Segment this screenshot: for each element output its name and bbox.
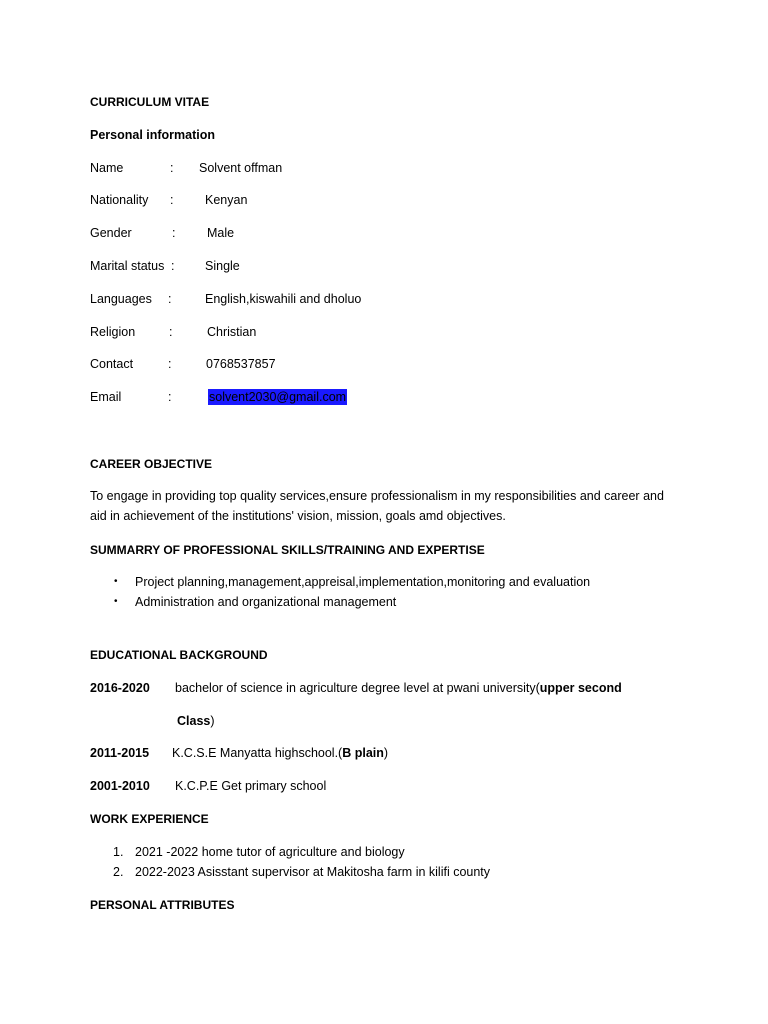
education-years: 2011-2015 xyxy=(90,746,150,760)
row-sep-contact: : xyxy=(168,357,172,371)
row-value-marital-status: Single xyxy=(205,259,240,273)
row-value-religion: Christian xyxy=(207,325,257,339)
row-sep-gender: : xyxy=(172,226,176,240)
education-grade-continued: Class xyxy=(177,714,211,728)
row-label-contact: Contact xyxy=(90,357,134,371)
education-years: 2001-2010 xyxy=(90,779,150,793)
bullet-icon: • xyxy=(114,576,118,587)
education-entry: K.C.P.E Get primary school xyxy=(175,779,327,793)
career-objective-text: To engage in providing top quality services,ensure professionalism in my responsibilities and career and aid in achievement of the institutions' vision, mission, goals amd objectives. xyxy=(90,489,664,523)
row-label-religion: Religion xyxy=(90,325,136,339)
education-grade: B plain xyxy=(342,746,384,760)
education-text: bachelor of science in agriculture degree level at pwani university( xyxy=(175,681,540,695)
row-label-languages: Languages xyxy=(90,292,152,306)
education-text: K.C.S.E Manyatta highschool.( xyxy=(172,746,343,760)
row-value-languages: English,kiswahili and dholuo xyxy=(205,292,362,306)
row-label-marital-status: Marital status xyxy=(90,259,165,273)
education-text-end: ) xyxy=(210,714,215,728)
row-value-gender: Male xyxy=(207,226,235,240)
row-value-email[interactable]: solvent2030@gmail.com xyxy=(209,390,347,404)
career-objective-heading: CAREER OBJECTIVE xyxy=(90,457,213,471)
education-entry xyxy=(175,680,622,696)
work-item-number: 2. xyxy=(113,865,124,879)
work-item: 2022-2023 Asisstant supervisor at Makitosha farm in kilifi county xyxy=(135,865,491,879)
row-sep-languages: : xyxy=(168,292,172,306)
education-years: 2016-2020 xyxy=(90,681,150,695)
row-label-name: Name xyxy=(90,161,124,175)
row-value-contact: 0768537857 xyxy=(206,357,276,371)
skills-item: Project planning,management,appreisal,implementation,monitoring and evaluation xyxy=(135,575,591,589)
cv-title: CURRICULUM VITAE xyxy=(90,95,210,109)
skills-item: Administration and organizational management xyxy=(135,595,397,609)
row-label-gender: Gender xyxy=(90,226,132,240)
education-heading: EDUCATIONAL BACKGROUND xyxy=(90,648,268,662)
row-sep-religion: : xyxy=(169,325,173,339)
education-grade: upper second xyxy=(539,681,622,695)
row-value-name: Solvent offman xyxy=(199,161,283,175)
personal-info-heading: Personal information xyxy=(90,128,216,142)
row-label-email: Email xyxy=(90,390,122,404)
row-label-nationality: Nationality xyxy=(90,193,149,207)
row-sep-nationality: : xyxy=(170,193,174,207)
education-entry xyxy=(172,745,388,761)
education-entry-continued xyxy=(177,713,215,729)
row-value-nationality: Kenyan xyxy=(205,193,248,207)
row-sep-marital-status: : xyxy=(171,259,175,273)
bullet-icon: • xyxy=(114,596,118,607)
personal-attributes-heading: PERSONAL ATTRIBUTES xyxy=(90,898,235,912)
skills-heading: SUMMARRY OF PROFESSIONAL SKILLS/TRAINING AND EXPERTISE xyxy=(90,543,485,557)
education-text-end: ) xyxy=(383,746,389,760)
row-sep-email: : xyxy=(168,390,172,404)
work-item-number: 1. xyxy=(113,845,124,859)
work-experience-heading: WORK EXPERIENCE xyxy=(90,812,209,826)
row-sep-name: : xyxy=(170,161,174,175)
work-item: 2021 -2022 home tutor of agriculture and biology xyxy=(135,845,405,859)
